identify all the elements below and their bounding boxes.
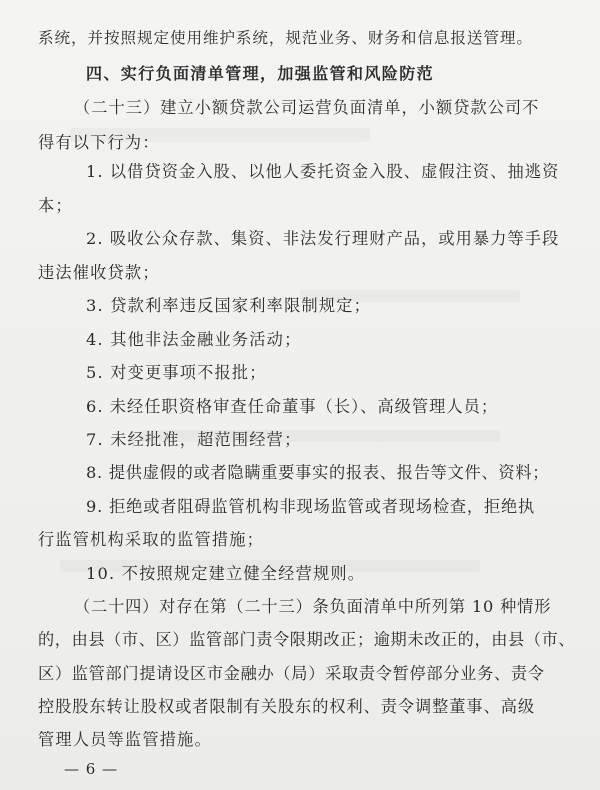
text-line-16: 行监管机构采取的监管措施；: [38, 530, 265, 549]
text-line-13: 7. 未经批准，超范围经营；: [86, 430, 302, 449]
text-line-10: 4. 其他非法金融业务活动；: [86, 330, 302, 349]
text-line-18: （二十四）对存在第（二十三）条负面清单中所列第 10 种情形: [74, 597, 552, 616]
text-line-11: 5. 对变更事项不报批；: [86, 363, 267, 382]
text-line-12: 6. 未经任职资格审查任命董事（长）、高级管理人员；: [86, 397, 499, 416]
text-line-8: 违法催收贷款；: [38, 263, 160, 282]
text-line-15: 9. 拒绝或者阻碍监管机构非现场监管或者现场检查，拒绝执: [86, 497, 536, 516]
text-line-19: 的，由县（市、区）监管部门责令限期改正；逾期未改正的，由县（市、: [38, 630, 576, 649]
text-line-3: （二十三）建立小额贷款公司运营负面清单，小额贷款公司不: [74, 98, 540, 117]
text-line-6: 本；: [38, 196, 73, 215]
text-line-4: 得有以下行为：: [38, 133, 160, 152]
text-line-17: 10. 不按照规定建立健全经营规则。: [86, 564, 366, 583]
page-number: — 6 —: [64, 760, 119, 778]
text-line-21: 控股股东转让股权或者限制有关股东的权利、责令调整董事、高级: [38, 697, 535, 716]
text-line-20: 区）监管部门提请设区市金融办（局）采取责令暂停部分业务、责令: [38, 664, 545, 683]
text-line-7: 2. 吸收公众存款、集资、非法发行理财产品，或用暴力等手段: [86, 229, 560, 248]
text-line-9: 3. 贷款利率违反国家利率限制规定；: [86, 296, 372, 315]
section-heading: 四、实行负面清单管理，加强监管和风险防范: [86, 64, 435, 83]
text-line-1: 系统，并按照规定使用维护系统，规范业务、财务和信息报送管理。: [38, 29, 533, 47]
text-line-14: 8. 提供虚假的或者隐瞒重要事实的报表、报告等文件、资料；: [86, 463, 550, 482]
text-line-5: 1. 以借贷资金入股、以他人委托资金入股、虚假注资、抽逃资: [86, 162, 560, 181]
text-line-22: 管理人员等监管措施。: [38, 730, 212, 749]
